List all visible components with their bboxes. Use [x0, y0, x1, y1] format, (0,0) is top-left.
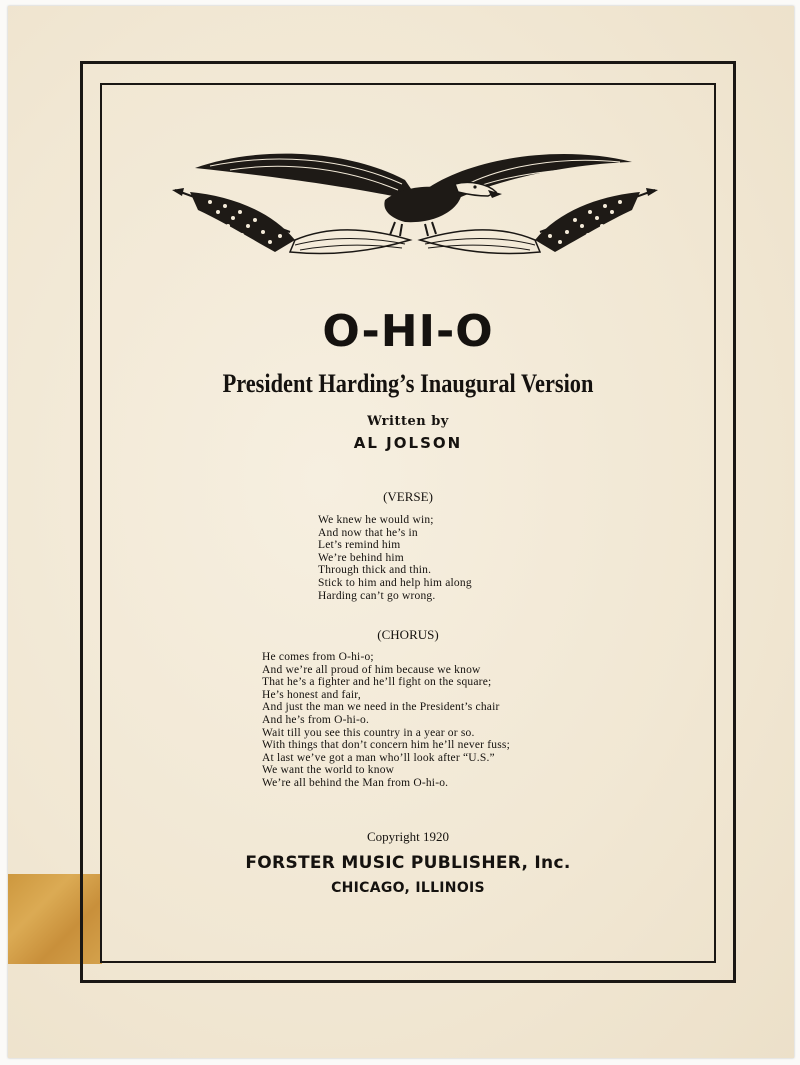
lyric-line: We want the world to know: [262, 764, 395, 777]
verse-lyrics: [318, 514, 472, 602]
lyric-line: We knew he would win;: [318, 514, 434, 526]
lyric-line: And just the man we need in the President’s chair: [262, 701, 500, 714]
lyric-line: Stick to him and help him along: [318, 576, 472, 589]
lyric-line: And now that he’s in: [318, 526, 418, 539]
author-name: AL JOLSON: [353, 434, 463, 452]
lyric-line: Let’s remind him: [318, 539, 401, 552]
lyric-line: We’re behind him: [318, 551, 404, 564]
lyric-line: Harding can’t go wrong.: [318, 589, 436, 602]
lyric-line: Through thick and thin.: [318, 564, 432, 577]
verse-heading: (VERSE): [383, 489, 433, 504]
eagle-flags-emblem: [170, 140, 660, 262]
publisher-name: FORSTER MUSIC PUBLISHER, Inc.: [245, 853, 571, 873]
left-flag: [172, 188, 410, 254]
song-subtitle: President Harding’s Inaugural Version: [222, 369, 594, 398]
lyric-line: We’re all behind the Man from O-hi-o.: [262, 776, 449, 789]
written-by-label: Written by: [367, 414, 449, 429]
lyric-line: Wait till you see this country in a year or so.: [262, 726, 475, 739]
chorus-heading: (CHORUS): [377, 627, 439, 642]
lyric-line: With things that don’t concern him he’ll never fuss;: [262, 739, 510, 752]
lyric-line: He’s honest and fair,: [262, 688, 361, 701]
copyright-notice: Copyright 1920: [367, 829, 449, 844]
lyric-line: He comes from O-hi-o;: [262, 651, 374, 663]
publisher-city: CHICAGO, ILLINOIS: [331, 880, 485, 896]
lyric-line: That he’s a fighter and he’ll fight on the square;: [262, 676, 492, 689]
chorus-lyrics: [262, 651, 510, 790]
song-title: O-HI-O: [322, 306, 494, 357]
lyric-line: And we’re all proud of him because we know: [262, 663, 481, 676]
lyric-line: And he’s from O-hi-o.: [262, 713, 370, 726]
lyric-line: At last we’ve got a man who’ll look after “U.S.”: [262, 751, 495, 764]
